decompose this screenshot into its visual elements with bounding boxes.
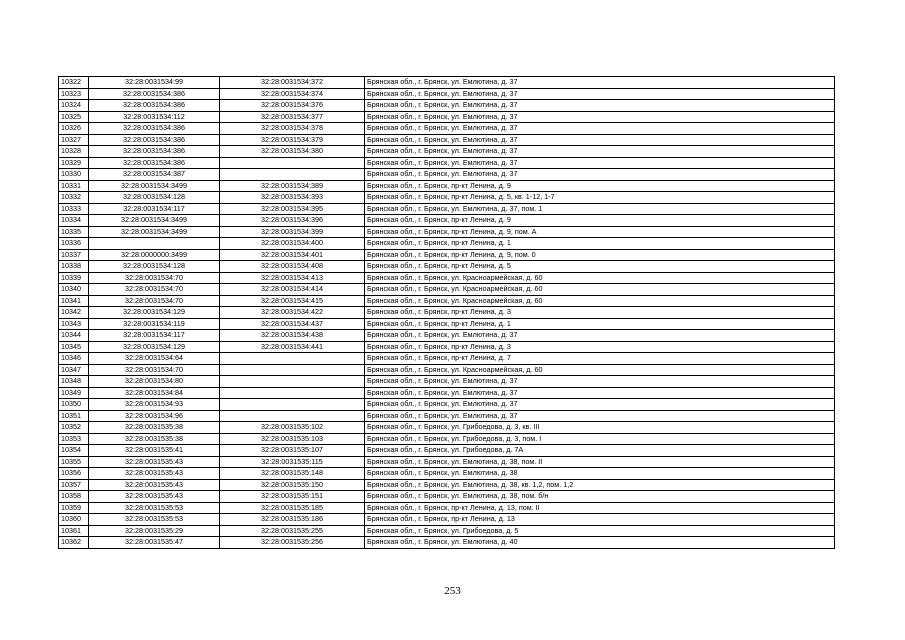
table-row	[59, 272, 835, 284]
row-number-cell: 10354	[59, 445, 89, 457]
parent-cadastral-number-cell	[89, 238, 220, 250]
cadastral-number-cell	[220, 169, 365, 181]
cadastral-number-cell: 32:28:0031534:372	[220, 77, 365, 89]
parent-cadastral-number-cell: 32:28:0031534:70	[89, 272, 220, 284]
cadastral-number-cell: 32:28:0031534:380	[220, 146, 365, 158]
parent-cadastral-number-cell: 32:28:0031534:128	[89, 261, 220, 273]
address-cell: Брянская обл., г. Брянск, ул. Емлютина, д. 37	[365, 330, 835, 342]
address-cell: Брянская обл., г. Брянск, пр-кт Ленина, д. 9, пом. А	[365, 226, 835, 238]
address-cell: Брянская обл., г. Брянск, пр-кт Ленина, д. 1	[365, 238, 835, 250]
address-cell: Брянская обл., г. Брянск, ул. Емлютина, д. 37	[365, 100, 835, 112]
address-cell: Брянская обл., г. Брянск, ул. Емлютина, д. 37	[365, 123, 835, 135]
row-number-cell: 10351	[59, 410, 89, 422]
address-cell: Брянская обл., г. Брянск, ул. Емлютина, д. 37	[365, 134, 835, 146]
cadastral-number-cell: 32:28:0031535:107	[220, 445, 365, 457]
cadastral-number-cell: 32:28:0031534:413	[220, 272, 365, 284]
address-cell: Брянская обл., г. Брянск, пр-кт Ленина, д. 7	[365, 353, 835, 365]
table-row	[59, 192, 835, 204]
row-number-cell: 10324	[59, 100, 89, 112]
parent-cadastral-number-cell: 32:28:0031534:3499	[89, 226, 220, 238]
table-row	[59, 307, 835, 319]
cadastral-number-cell: 32:28:0031535:103	[220, 433, 365, 445]
row-number-cell: 10356	[59, 468, 89, 480]
cadastral-number-cell	[220, 399, 365, 411]
table-row	[59, 169, 835, 181]
address-cell: Брянская обл., г. Брянск, пр-кт Ленина, д. 3	[365, 341, 835, 353]
table-row	[59, 157, 835, 169]
parent-cadastral-number-cell: 32:28:0031535:41	[89, 445, 220, 457]
parent-cadastral-number-cell: 32:28:0031535:43	[89, 479, 220, 491]
table-row	[59, 387, 835, 399]
cadastral-number-cell: 32:28:0031535:148	[220, 468, 365, 480]
cadastral-number-cell	[220, 387, 365, 399]
row-number-cell: 10331	[59, 180, 89, 192]
cadastral-number-cell	[220, 157, 365, 169]
parent-cadastral-number-cell: 32:28:0031534:119	[89, 318, 220, 330]
table-row	[59, 399, 835, 411]
table-row	[59, 502, 835, 514]
table-row	[59, 215, 835, 227]
cadastral-number-cell: 32:28:0031535:102	[220, 422, 365, 434]
parent-cadastral-number-cell: 32:28:0031535:53	[89, 514, 220, 526]
row-number-cell: 10348	[59, 376, 89, 388]
address-cell: Брянская обл., г. Брянск, пр-кт Ленина, д. 9	[365, 180, 835, 192]
parent-cadastral-number-cell: 32:28:0031535:29	[89, 525, 220, 537]
cadastral-number-cell: 32:28:0031534:378	[220, 123, 365, 135]
address-cell: Брянская обл., г. Брянск, ул. Емлютина, д. 37	[365, 157, 835, 169]
cadastral-number-cell	[220, 410, 365, 422]
row-number-cell: 10346	[59, 353, 89, 365]
row-number-cell: 10337	[59, 249, 89, 261]
address-cell: Брянская обл., г. Брянск, ул. Грибоедова, д. 5	[365, 525, 835, 537]
address-cell: Брянская обл., г. Брянск, ул. Емлютина, д. 37	[365, 88, 835, 100]
table-row	[59, 284, 835, 296]
table-row	[59, 238, 835, 250]
parent-cadastral-number-cell: 32:28:0031534:387	[89, 169, 220, 181]
parent-cadastral-number-cell: 32:28:0031534:129	[89, 307, 220, 319]
parent-cadastral-number-cell: 32:28:0031535:43	[89, 468, 220, 480]
row-number-cell: 10332	[59, 192, 89, 204]
table-row	[59, 514, 835, 526]
table-row	[59, 479, 835, 491]
row-number-cell: 10333	[59, 203, 89, 215]
row-number-cell: 10344	[59, 330, 89, 342]
parent-cadastral-number-cell: 32:28:0031534:117	[89, 203, 220, 215]
table-row	[59, 134, 835, 146]
parent-cadastral-number-cell: 32:28:0031534:386	[89, 123, 220, 135]
table-row	[59, 318, 835, 330]
parent-cadastral-number-cell: 32:28:0000000:3499	[89, 249, 220, 261]
table-row	[59, 456, 835, 468]
row-number-cell: 10342	[59, 307, 89, 319]
cadastral-number-cell: 32:28:0031534:441	[220, 341, 365, 353]
parent-cadastral-number-cell: 32:28:0031534:386	[89, 157, 220, 169]
row-number-cell: 10327	[59, 134, 89, 146]
address-cell: Брянская обл., г. Брянск, ул. Емлютина, д. 38, пом. б/н	[365, 491, 835, 503]
row-number-cell: 10326	[59, 123, 89, 135]
cadastral-number-cell: 32:28:0031534:374	[220, 88, 365, 100]
registry-table	[58, 76, 835, 549]
row-number-cell: 10339	[59, 272, 89, 284]
address-cell: Брянская обл., г. Брянск, ул. Емлютина, д. 37	[365, 387, 835, 399]
parent-cadastral-number-cell: 32:28:0031534:70	[89, 364, 220, 376]
table-row	[59, 330, 835, 342]
row-number-cell: 10329	[59, 157, 89, 169]
parent-cadastral-number-cell: 32:28:0031534:386	[89, 100, 220, 112]
cadastral-number-cell: 32:28:0031534:393	[220, 192, 365, 204]
parent-cadastral-number-cell: 32:28:0031534:129	[89, 341, 220, 353]
address-cell: Брянская обл., г. Брянск, ул. Емлютина, д. 37, пом. 1	[365, 203, 835, 215]
address-cell: Брянская обл., г. Брянск, ул. Грибоедова, д. 3, кв. III	[365, 422, 835, 434]
page-number: 253	[444, 585, 461, 597]
parent-cadastral-number-cell: 32:28:0031534:93	[89, 399, 220, 411]
table-row	[59, 261, 835, 273]
row-number-cell: 10335	[59, 226, 89, 238]
cadastral-number-cell: 32:28:0031535:255	[220, 525, 365, 537]
address-cell: Брянская обл., г. Брянск, пр-кт Ленина, д. 1	[365, 318, 835, 330]
parent-cadastral-number-cell: 32:28:0031534:3499	[89, 180, 220, 192]
address-cell: Брянская обл., г. Брянск, ул. Емлютина, д. 40	[365, 537, 835, 549]
cadastral-number-cell: 32:28:0031534:400	[220, 238, 365, 250]
cadastral-number-cell: 32:28:0031534:401	[220, 249, 365, 261]
table-row	[59, 364, 835, 376]
table-row	[59, 445, 835, 457]
row-number-cell: 10336	[59, 238, 89, 250]
row-number-cell: 10358	[59, 491, 89, 503]
address-cell: Брянская обл., г. Брянск, ул. Емлютина, д. 37	[365, 399, 835, 411]
parent-cadastral-number-cell: 32:28:0031535:38	[89, 433, 220, 445]
table-row	[59, 525, 835, 537]
table-row	[59, 88, 835, 100]
address-cell: Брянская обл., г. Брянск, ул. Емлютина, д. 37	[365, 410, 835, 422]
table-row	[59, 100, 835, 112]
address-cell: Брянская обл., г. Брянск, ул. Емлютина, д. 38, кв. 1,2, пом. 1,2	[365, 479, 835, 491]
row-number-cell: 10359	[59, 502, 89, 514]
address-cell: Брянская обл., г. Брянск, пр-кт Ленина, д. 5	[365, 261, 835, 273]
row-number-cell: 10343	[59, 318, 89, 330]
parent-cadastral-number-cell: 32:28:0031534:3499	[89, 215, 220, 227]
row-number-cell: 10330	[59, 169, 89, 181]
cadastral-number-cell	[220, 376, 365, 388]
table-row	[59, 376, 835, 388]
parent-cadastral-number-cell: 32:28:0031534:128	[89, 192, 220, 204]
cadastral-number-cell: 32:28:0031534:377	[220, 111, 365, 123]
table-row	[59, 203, 835, 215]
table-row	[59, 77, 835, 89]
parent-cadastral-number-cell: 32:28:0031535:38	[89, 422, 220, 434]
row-number-cell: 10352	[59, 422, 89, 434]
table-row	[59, 226, 835, 238]
address-cell: Брянская обл., г. Брянск, пр-кт Ленина, д. 9, пом. 0	[365, 249, 835, 261]
table-row	[59, 295, 835, 307]
row-number-cell: 10357	[59, 479, 89, 491]
cadastral-number-cell: 32:28:0031534:408	[220, 261, 365, 273]
address-cell: Брянская обл., г. Брянск, ул. Грибоедова, д. 7А	[365, 445, 835, 457]
address-cell: Брянская обл., г. Брянск, ул. Емлютина, д. 37	[365, 169, 835, 181]
cadastral-number-cell: 32:28:0031534:414	[220, 284, 365, 296]
table-row	[59, 111, 835, 123]
row-number-cell: 10325	[59, 111, 89, 123]
row-number-cell: 10355	[59, 456, 89, 468]
address-cell: Брянская обл., г. Брянск, ул. Красноармейская, д. 60	[365, 364, 835, 376]
parent-cadastral-number-cell: 32:28:0031534:117	[89, 330, 220, 342]
table-row	[59, 468, 835, 480]
address-cell: Брянская обл., г. Брянск, пр-кт Ленина, д. 13, пом. II	[365, 502, 835, 514]
cadastral-number-cell: 32:28:0031534:376	[220, 100, 365, 112]
address-cell: Брянская обл., г. Брянск, пр-кт Ленина, д. 5, кв. 1-12, 1-7	[365, 192, 835, 204]
parent-cadastral-number-cell: 32:28:0031534:96	[89, 410, 220, 422]
table-row	[59, 410, 835, 422]
parent-cadastral-number-cell: 32:28:0031535:43	[89, 491, 220, 503]
cadastral-number-cell: 32:28:0031534:422	[220, 307, 365, 319]
parent-cadastral-number-cell: 32:28:0031535:47	[89, 537, 220, 549]
parent-cadastral-number-cell: 32:28:0031534:386	[89, 146, 220, 158]
cadastral-number-cell: 32:28:0031534:379	[220, 134, 365, 146]
row-number-cell: 10345	[59, 341, 89, 353]
row-number-cell: 10353	[59, 433, 89, 445]
cadastral-number-cell: 32:28:0031535:256	[220, 537, 365, 549]
row-number-cell: 10360	[59, 514, 89, 526]
table-row	[59, 537, 835, 549]
row-number-cell: 10362	[59, 537, 89, 549]
address-cell: Брянская обл., г. Брянск, ул. Емлютина, д. 37	[365, 77, 835, 89]
row-number-cell: 10340	[59, 284, 89, 296]
address-cell: Брянская обл., г. Брянск, ул. Емлютина, д. 38	[365, 468, 835, 480]
cadastral-number-cell	[220, 353, 365, 365]
row-number-cell: 10361	[59, 525, 89, 537]
row-number-cell: 10328	[59, 146, 89, 158]
cadastral-number-cell: 32:28:0031534:399	[220, 226, 365, 238]
parent-cadastral-number-cell: 32:28:0031534:99	[89, 77, 220, 89]
address-cell: Брянская обл., г. Брянск, ул. Красноармейская, д. 60	[365, 272, 835, 284]
parent-cadastral-number-cell: 32:28:0031535:43	[89, 456, 220, 468]
cadastral-number-cell: 32:28:0031534:396	[220, 215, 365, 227]
parent-cadastral-number-cell: 32:28:0031534:386	[89, 88, 220, 100]
table-row	[59, 123, 835, 135]
cadastral-number-cell: 32:28:0031535:151	[220, 491, 365, 503]
cadastral-number-cell: 32:28:0031534:389	[220, 180, 365, 192]
table-row	[59, 491, 835, 503]
cadastral-number-cell: 32:28:0031535:150	[220, 479, 365, 491]
parent-cadastral-number-cell: 32:28:0031534:80	[89, 376, 220, 388]
parent-cadastral-number-cell: 32:28:0031534:70	[89, 295, 220, 307]
table-row	[59, 422, 835, 434]
cadastral-number-cell: 32:28:0031535:186	[220, 514, 365, 526]
row-number-cell: 10341	[59, 295, 89, 307]
parent-cadastral-number-cell: 32:28:0031534:112	[89, 111, 220, 123]
parent-cadastral-number-cell: 32:28:0031535:53	[89, 502, 220, 514]
table-row	[59, 341, 835, 353]
address-cell: Брянская обл., г. Брянск, ул. Емлютина, д. 37	[365, 376, 835, 388]
parent-cadastral-number-cell: 32:28:0031534:84	[89, 387, 220, 399]
row-number-cell: 10349	[59, 387, 89, 399]
table-row	[59, 146, 835, 158]
cadastral-number-cell: 32:28:0031534:395	[220, 203, 365, 215]
table-row	[59, 433, 835, 445]
parent-cadastral-number-cell: 32:28:0031534:70	[89, 284, 220, 296]
registry-table-body	[59, 77, 835, 549]
address-cell: Брянская обл., г. Брянск, пр-кт Ленина, д. 13	[365, 514, 835, 526]
cadastral-number-cell: 32:28:0031534:437	[220, 318, 365, 330]
row-number-cell: 10322	[59, 77, 89, 89]
address-cell: Брянская обл., г. Брянск, ул. Емлютина, д. 37	[365, 111, 835, 123]
table-row	[59, 249, 835, 261]
cadastral-number-cell: 32:28:0031535:115	[220, 456, 365, 468]
cadastral-number-cell: 32:28:0031534:415	[220, 295, 365, 307]
cadastral-number-cell: 32:28:0031534:438	[220, 330, 365, 342]
address-cell: Брянская обл., г. Брянск, ул. Красноармейская, д. 60	[365, 284, 835, 296]
row-number-cell: 10338	[59, 261, 89, 273]
row-number-cell: 10323	[59, 88, 89, 100]
address-cell: Брянская обл., г. Брянск, ул. Емлютина, д. 37	[365, 146, 835, 158]
address-cell: Брянская обл., г. Брянск, ул. Емлютина, д. 38, пом. II	[365, 456, 835, 468]
row-number-cell: 10347	[59, 364, 89, 376]
address-cell: Брянская обл., г. Брянск, ул. Красноармейская, д. 60	[365, 295, 835, 307]
table-row	[59, 353, 835, 365]
table-row	[59, 180, 835, 192]
row-number-cell: 10334	[59, 215, 89, 227]
cadastral-number-cell	[220, 364, 365, 376]
parent-cadastral-number-cell: 32:28:0031534:64	[89, 353, 220, 365]
parent-cadastral-number-cell: 32:28:0031534:386	[89, 134, 220, 146]
row-number-cell: 10350	[59, 399, 89, 411]
address-cell: Брянская обл., г. Брянск, пр-кт Ленина, д. 3	[365, 307, 835, 319]
address-cell: Брянская обл., г. Брянск, ул. Грибоедова, д. 3, пом. I	[365, 433, 835, 445]
address-cell: Брянская обл., г. Брянск, пр-кт Ленина, д. 9	[365, 215, 835, 227]
cadastral-number-cell: 32:28:0031535:185	[220, 502, 365, 514]
